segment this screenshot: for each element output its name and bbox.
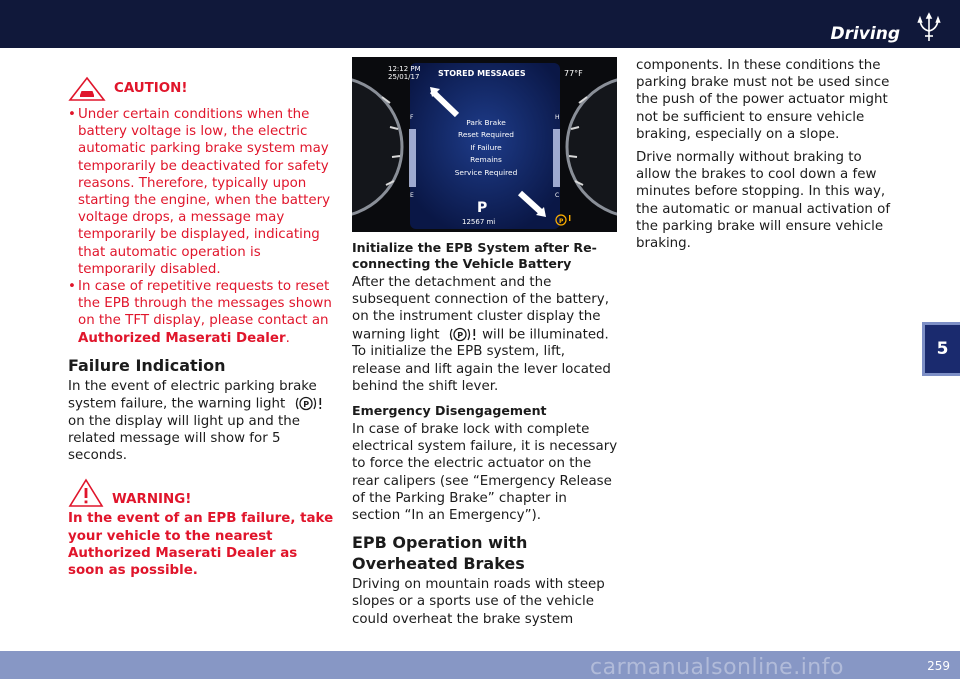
cluster-date: 25/01/17: [388, 73, 420, 81]
instrument-cluster-image: [352, 57, 617, 232]
epb-warning-icon: [444, 326, 478, 343]
footer-bar: [0, 651, 960, 679]
column-right: [636, 57, 900, 258]
caution-item: [68, 106, 336, 278]
overheat-text: Driving on mountain roads with steep slopes or a sports use of the vehicle could overheat the brake system: [352, 577, 605, 627]
caution-label: CAUTION!: [114, 81, 188, 97]
cluster-line: Service Required: [454, 167, 518, 177]
dealer-link[interactable]: Authorized Maserati Dealer: [78, 330, 286, 346]
cluster-time: 12:12 PM: [388, 65, 421, 73]
overheat-advice: Drive normally without braking to allow the brakes to cool down a few minutes before stopping. In this way, the automatic or manual activation of the parking brake will ensure vehicle braking.: [636, 150, 891, 252]
failure-text: [68, 378, 336, 465]
caution-item-end: .: [285, 330, 290, 346]
emergency-heading: Emergency Disengagement: [352, 402, 547, 418]
failure-heading: Failure Indication: [68, 355, 226, 375]
svg-text:F: F: [410, 114, 414, 121]
chapter-tab[interactable]: [922, 322, 960, 376]
section-title: Driving: [830, 24, 900, 44]
overheat-heading: EPB Operation with Overheated Brakes: [352, 533, 528, 574]
failure-text-before: In the event of electric parking brake system failure, the warning light: [68, 378, 317, 412]
cluster-message: [438, 117, 534, 179]
svg-text:P: P: [559, 218, 564, 225]
failure-text-after: on the display will light up and the related message will show for 5 seconds.: [68, 413, 300, 464]
epb-warning-icon: [290, 395, 324, 412]
cluster-temp: 77°F: [564, 69, 583, 78]
caution-heading: [68, 76, 336, 102]
svg-text:E: E: [410, 192, 414, 199]
svg-text:C: C: [555, 192, 560, 199]
warning-heading: [68, 478, 336, 508]
emergency-text: In case of brake lock with complete electrical system failure, it is necessary to force the electric actuator on the rear calipers (see “Emergency Release of the Parking Brake” chapter in section “In an Emergency”).: [352, 421, 618, 523]
exclamation-warning-icon: [68, 478, 104, 508]
svg-text:P: P: [457, 330, 463, 340]
column-left: [68, 76, 336, 585]
cluster-odometer: 12567 mi: [462, 218, 496, 226]
caution-list: [68, 106, 336, 347]
overheat-continued: components. In these conditions the parking brake must not be used since the push of the power actuator might not be sufficient to ensure vehicle braking, especially on a slope.: [636, 58, 890, 142]
init-text: [352, 274, 618, 395]
svg-text:H: H: [555, 114, 560, 121]
page-number: 259: [927, 659, 950, 673]
column-middle: [352, 240, 618, 634]
cluster-line: If Failure: [470, 142, 502, 152]
cluster-header: STORED MESSAGES: [438, 69, 526, 78]
caution-item-text: Under certain conditions when the battery voltage is low, the electric automatic parking brake system may temporarily be deactivated for safety reasons. Therefore, typically upon starting the engine, when the battery voltage drops, a message may temporarily be displayed, indicating that automatic operation is temporarily disabled.: [78, 107, 331, 277]
header-bar: [0, 0, 960, 48]
cluster-line: Remains: [470, 155, 502, 165]
car-warning-icon: [68, 76, 106, 102]
init-heading: Initialize the EPB System after Re-connecting the Vehicle Battery: [352, 240, 597, 271]
init-text-after: will be illuminated. To initialize the EPB system, lift, release and lift again the lever located behind the shift lever.: [352, 327, 611, 394]
init-text-before: After the detachment and the subsequent connection of the battery, on the instrument cluster display the warning light: [352, 275, 609, 343]
warning-label: WARNING!: [112, 492, 192, 508]
cluster-line: Park Brake: [466, 118, 506, 127]
maserati-trident-icon: [916, 12, 942, 44]
chapter-number: 5: [936, 339, 949, 359]
svg-text:P: P: [302, 400, 309, 410]
warning-text: In the event of an EPB failure, take your vehicle to the nearest Authorized Maserati Dealer as soon as possible.: [68, 511, 334, 578]
caution-item: [68, 278, 336, 347]
cluster-line: Reset Required: [458, 130, 514, 140]
caution-item-text: In case of repetitive requests to reset the EPB through the messages shown on the TFT display, please contact an: [78, 279, 332, 329]
cluster-gear: P: [477, 200, 488, 216]
watermark: carmanualsonline.info: [590, 655, 844, 679]
